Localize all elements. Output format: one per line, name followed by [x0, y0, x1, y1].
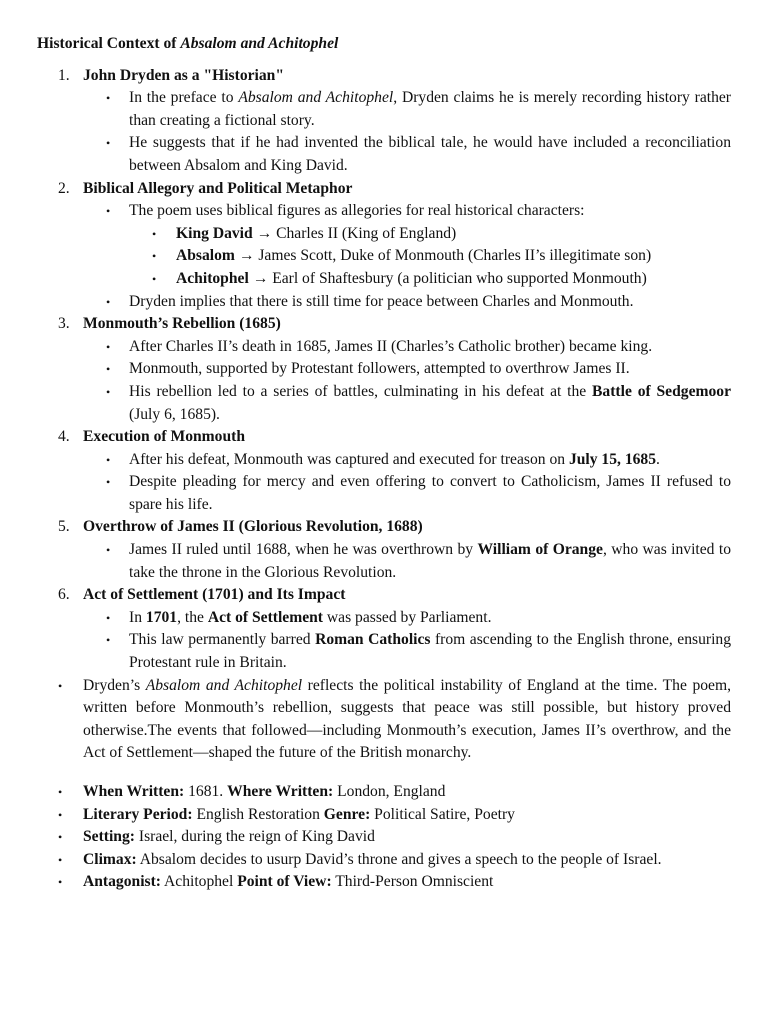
fact-item-setting: • Setting: Israel, during the reign of King David — [37, 826, 731, 849]
fact-item-antagonist: • Antagonist: Achitophel Point of View: Third-Person Omniscient — [37, 871, 731, 894]
list-item: • In 1701, the Act of Settlement was passed by Parliament. — [37, 607, 731, 630]
arrow-icon: → — [238, 247, 255, 265]
list-item: • He suggests that if he had invented the biblical tale, he would have included a reconciliation between Absalom and King David. — [37, 132, 731, 177]
sub-list-item: • Absalom → James Scott, Duke of Monmouth (Charles II’s illegitimate son) — [37, 245, 731, 268]
section-5 — [37, 516, 731, 539]
list-item: • Monmouth, supported by Protestant followers, attempted to overthrow James II. — [37, 358, 731, 381]
section-heading: John Dryden as a "Historian" — [83, 66, 284, 84]
section-number: 6. — [58, 586, 70, 604]
section-number: 1. — [58, 66, 70, 84]
section-heading: Overthrow of James II (Glorious Revolution, 1688) — [83, 518, 423, 536]
fact-item-written: • When Written: 1681. Where Written: London, England — [37, 781, 731, 804]
section-heading: Biblical Allegory and Political Metaphor — [83, 179, 353, 197]
arrow-icon: → — [252, 269, 269, 287]
section-heading: Monmouth’s Rebellion (1685) — [83, 315, 281, 333]
section-number: 2. — [58, 179, 70, 197]
section-number: 4. — [58, 428, 70, 446]
list-item: • His rebellion led to a series of battles, culminating in his defeat at the Battle of Sedgemoor (July 6, 1685). — [37, 381, 731, 426]
title-work: Absalom and Achitophel — [180, 35, 339, 52]
list-item: • James II ruled until 1688, when he was overthrown by William of Orange, who was invited to take the throne in the Glorious Revolution. — [37, 539, 731, 584]
fact-item-period: • Literary Period: English Restoration Genre: Political Satire, Poetry — [37, 804, 731, 827]
section-2 — [37, 178, 731, 201]
section-heading: Execution of Monmouth — [83, 428, 246, 446]
list-item: • After Charles II’s death in 1685, James II (Charles’s Catholic brother) became king. — [37, 336, 731, 359]
arrow-icon: → — [256, 224, 273, 242]
list-item: • After his defeat, Monmouth was captured and executed for treason on July 15, 1685. — [37, 449, 731, 472]
section-1 — [37, 65, 731, 88]
section-3 — [37, 313, 731, 336]
fact-item-climax: • Climax: Absalom decides to usurp David’s throne and gives a speech to the people of Israel. — [37, 849, 731, 872]
page-title — [37, 33, 731, 56]
section-heading: Act of Settlement (1701) and Its Impact — [83, 586, 346, 604]
list-item: • The poem uses biblical figures as allegories for real historical characters: — [37, 200, 731, 223]
document-page — [37, 33, 731, 894]
sub-list-item: • Achitophel → Earl of Shaftesbury (a politician who supported Monmouth) — [37, 268, 731, 291]
section-number: 3. — [58, 315, 70, 333]
section-4 — [37, 426, 731, 449]
section-6 — [37, 584, 731, 607]
list-item: • Dryden implies that there is still time for peace between Charles and Monmouth. — [37, 291, 731, 314]
sub-list-item: • King David → Charles II (King of England) — [37, 223, 731, 246]
summary-paragraph: • Dryden’s Absalom and Achitophel reflects the political instability of England at the time. The poem, written before Monmouth’s rebellion, suggests that peace was still possible, but history proved otherwise.The events that followed—including Monmouth’s execution, James II’s overthrow, and the Act of Settlement—shaped the future of the British monarchy. — [37, 675, 731, 765]
section-number: 5. — [58, 518, 70, 536]
spacer — [37, 765, 731, 781]
list-item: • Despite pleading for mercy and even offering to convert to Catholicism, James II refused to spare his life. — [37, 471, 731, 516]
list-item: • In the preface to Absalom and Achitophel, Dryden claims he is merely recording history rather than creating a fictional story. — [37, 87, 731, 132]
list-item: • This law permanently barred Roman Catholics from ascending to the English throne, ensuring Protestant rule in Britain. — [37, 629, 731, 674]
title-prefix: Historical Context of — [37, 35, 181, 52]
